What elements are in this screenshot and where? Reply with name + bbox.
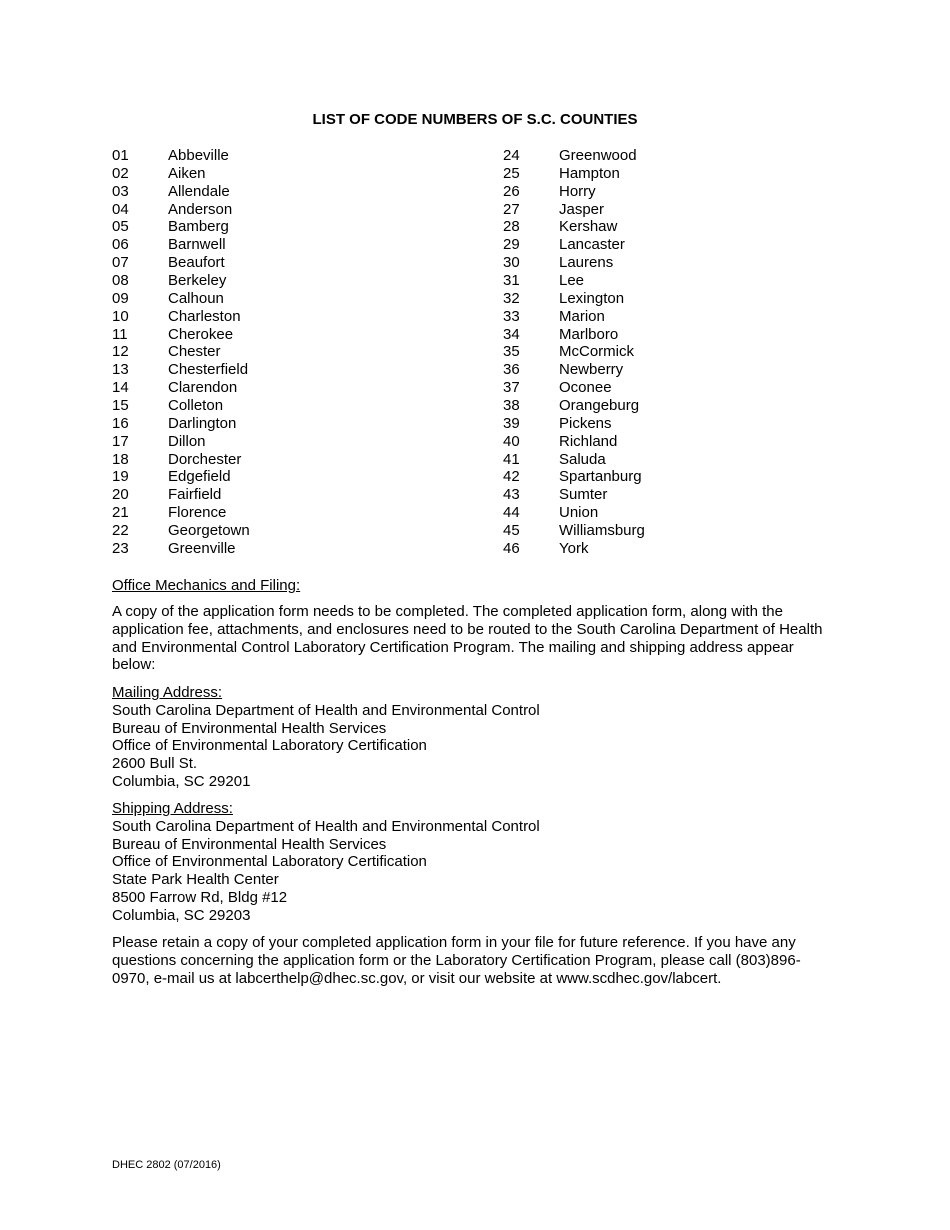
county-name: Georgetown bbox=[168, 522, 250, 540]
county-code: 44 bbox=[503, 504, 520, 522]
county-row bbox=[112, 201, 250, 219]
office-mechanics-heading: Office Mechanics and Filing: bbox=[112, 577, 301, 594]
county-name: Saluda bbox=[559, 450, 606, 468]
county-name: Union bbox=[559, 504, 599, 522]
county-name: Clarendon bbox=[168, 379, 238, 397]
county-name: Williamsburg bbox=[559, 522, 645, 540]
county-code: 05 bbox=[112, 218, 129, 236]
county-code: 46 bbox=[503, 539, 520, 557]
address-line: Bureau of Environmental Health Services bbox=[112, 835, 387, 853]
county-row bbox=[503, 504, 645, 522]
form-code-footer: DHEC 2802 (07/2016) bbox=[112, 1159, 221, 1171]
county-name: Calhoun bbox=[168, 289, 224, 307]
county-name: Greenville bbox=[168, 539, 236, 557]
county-row bbox=[503, 308, 645, 326]
county-name: Jasper bbox=[559, 200, 605, 218]
shipping-address-heading: Shipping Address: bbox=[112, 800, 233, 817]
county-code: 24 bbox=[503, 147, 520, 164]
county-row bbox=[112, 290, 250, 308]
county-name: Richland bbox=[559, 432, 618, 450]
county-name: Dorchester bbox=[168, 450, 242, 468]
county-code: 04 bbox=[112, 200, 129, 218]
county-name: Bamberg bbox=[168, 218, 229, 236]
county-row bbox=[503, 272, 645, 290]
county-name: Cherokee bbox=[168, 325, 234, 343]
county-row bbox=[112, 236, 250, 254]
county-code: 33 bbox=[503, 307, 520, 325]
county-row bbox=[112, 468, 250, 486]
county-code: 37 bbox=[503, 379, 520, 397]
county-row bbox=[503, 540, 645, 558]
county-name: Horry bbox=[559, 182, 596, 200]
county-row bbox=[503, 201, 645, 219]
county-row bbox=[112, 379, 250, 397]
address-line: 2600 Bull St. bbox=[112, 755, 198, 773]
county-code: 27 bbox=[503, 200, 520, 218]
county-name: Colleton bbox=[168, 397, 224, 415]
county-row bbox=[112, 183, 250, 201]
county-row bbox=[112, 540, 250, 558]
county-name: Fairfield bbox=[168, 486, 222, 504]
county-row bbox=[503, 415, 645, 433]
county-code: 02 bbox=[112, 164, 129, 182]
county-row bbox=[503, 379, 645, 397]
county-row bbox=[112, 218, 250, 236]
county-name: Marion bbox=[559, 307, 605, 325]
shipping-address-block bbox=[112, 800, 838, 925]
county-code: 36 bbox=[503, 361, 520, 379]
address-line: 8500 Farrow Rd, Bldg #12 bbox=[112, 888, 288, 906]
county-name: Aiken bbox=[168, 164, 206, 182]
county-row bbox=[503, 147, 645, 165]
address-line: Office of Environmental Laboratory Certification bbox=[112, 737, 427, 755]
county-code: 22 bbox=[112, 522, 129, 540]
county-row bbox=[503, 451, 645, 469]
county-row bbox=[503, 522, 645, 540]
county-code: 14 bbox=[112, 379, 129, 397]
address-line: Columbia, SC 29201 bbox=[112, 772, 251, 790]
county-row bbox=[112, 165, 250, 183]
county-code: 39 bbox=[503, 414, 520, 432]
mailing-address-heading: Mailing Address: bbox=[112, 684, 223, 701]
county-name: Chester bbox=[168, 343, 221, 361]
county-name: York bbox=[559, 539, 589, 557]
county-row bbox=[503, 397, 645, 415]
county-code: 06 bbox=[112, 236, 129, 254]
county-name: Dillon bbox=[168, 432, 206, 450]
county-row bbox=[503, 486, 645, 504]
county-name: Lexington bbox=[559, 289, 625, 307]
address-line: Office of Environmental Laboratory Certification bbox=[112, 853, 427, 871]
address-line: Bureau of Environmental Health Services bbox=[112, 719, 387, 737]
county-code: 17 bbox=[112, 432, 129, 450]
county-row bbox=[112, 254, 250, 272]
county-code: 20 bbox=[112, 486, 129, 504]
county-code: 07 bbox=[112, 254, 129, 272]
county-name: Berkeley bbox=[168, 272, 227, 290]
county-name: Lee bbox=[559, 272, 585, 290]
county-name: Marlboro bbox=[559, 325, 619, 343]
county-name: Allendale bbox=[168, 182, 230, 200]
county-code: 41 bbox=[503, 450, 520, 468]
county-row bbox=[112, 397, 250, 415]
county-row bbox=[112, 433, 250, 451]
county-name: McCormick bbox=[559, 343, 634, 361]
county-row bbox=[503, 326, 645, 344]
closing-paragraph: Please retain a copy of your completed application form in your file for future reference. If you have any questions concerning the application form or the Laboratory Certification Program, please call (803)896-0970, e-mail us at labcerthelp@dhec.sc.gov, or visit our website at www.scdhec.gov/labcert. bbox=[112, 934, 801, 987]
county-row bbox=[503, 433, 645, 451]
county-name: Abbeville bbox=[168, 147, 229, 164]
county-row bbox=[503, 183, 645, 201]
county-row bbox=[503, 361, 645, 379]
county-row bbox=[112, 486, 250, 504]
county-row bbox=[503, 290, 645, 308]
county-row bbox=[503, 218, 645, 236]
county-row bbox=[112, 415, 250, 433]
county-code: 01 bbox=[112, 147, 129, 164]
county-list-left bbox=[112, 147, 250, 558]
county-code: 08 bbox=[112, 272, 129, 290]
address-line: South Carolina Department of Health and Environmental Control bbox=[112, 817, 540, 835]
county-code: 15 bbox=[112, 397, 129, 415]
county-name: Darlington bbox=[168, 414, 237, 432]
county-code: 23 bbox=[112, 539, 129, 557]
county-name: Lancaster bbox=[559, 236, 625, 254]
county-name: Hampton bbox=[559, 164, 620, 182]
county-code: 43 bbox=[503, 486, 520, 504]
county-name: Florence bbox=[168, 504, 227, 522]
county-name: Charleston bbox=[168, 307, 241, 325]
county-row bbox=[112, 308, 250, 326]
county-code: 10 bbox=[112, 307, 129, 325]
office-mechanics-paragraph: A copy of the application form needs to be completed. The completed application form, along with the application fee, attachments, and enclosures need to be routed to the South Carolina Department of Health and Environmental Control Laboratory Certification Program. The mailing and shipping address appear below: bbox=[112, 603, 823, 674]
county-row bbox=[503, 468, 645, 486]
county-name: Laurens bbox=[559, 254, 614, 272]
county-list-right bbox=[503, 147, 645, 558]
county-code: 35 bbox=[503, 343, 520, 361]
page-title: LIST OF CODE NUMBERS OF S.C. COUNTIES bbox=[312, 111, 638, 128]
mailing-address-block bbox=[112, 684, 838, 791]
county-name: Anderson bbox=[168, 200, 233, 218]
county-code: 34 bbox=[503, 325, 520, 343]
county-code: 45 bbox=[503, 522, 520, 540]
county-row bbox=[503, 254, 645, 272]
county-row bbox=[112, 451, 250, 469]
county-code: 21 bbox=[112, 504, 129, 522]
county-name: Orangeburg bbox=[559, 397, 640, 415]
county-row bbox=[112, 504, 250, 522]
county-row bbox=[112, 361, 250, 379]
county-code: 12 bbox=[112, 343, 129, 361]
county-row bbox=[112, 147, 250, 165]
county-name: Sumter bbox=[559, 486, 608, 504]
county-code: 26 bbox=[503, 182, 520, 200]
county-name: Barnwell bbox=[168, 236, 226, 254]
county-code: 40 bbox=[503, 432, 520, 450]
county-name: Greenwood bbox=[559, 147, 637, 164]
county-code: 31 bbox=[503, 272, 520, 290]
county-code: 29 bbox=[503, 236, 520, 254]
county-code: 32 bbox=[503, 289, 520, 307]
county-code: 25 bbox=[503, 164, 520, 182]
county-name: Pickens bbox=[559, 414, 612, 432]
county-row bbox=[503, 343, 645, 361]
county-name: Spartanburg bbox=[559, 468, 642, 486]
county-row bbox=[112, 343, 250, 361]
county-row bbox=[112, 522, 250, 540]
county-name: Oconee bbox=[559, 379, 612, 397]
county-code: 11 bbox=[112, 325, 128, 343]
county-code: 16 bbox=[112, 414, 129, 432]
county-code: 38 bbox=[503, 397, 520, 415]
county-name: Beaufort bbox=[168, 254, 225, 272]
county-code: 28 bbox=[503, 218, 520, 236]
county-code: 42 bbox=[503, 468, 520, 486]
address-line: South Carolina Department of Health and Environmental Control bbox=[112, 701, 540, 719]
county-code: 13 bbox=[112, 361, 129, 379]
county-code: 03 bbox=[112, 182, 129, 200]
address-line: Columbia, SC 29203 bbox=[112, 906, 251, 924]
county-name: Newberry bbox=[559, 361, 624, 379]
county-name: Kershaw bbox=[559, 218, 618, 236]
address-line: State Park Health Center bbox=[112, 871, 279, 889]
county-name: Edgefield bbox=[168, 468, 231, 486]
county-row bbox=[503, 165, 645, 183]
county-row bbox=[112, 272, 250, 290]
county-code: 30 bbox=[503, 254, 520, 272]
county-code: 09 bbox=[112, 289, 129, 307]
county-row bbox=[503, 236, 645, 254]
county-row bbox=[112, 326, 250, 344]
county-code: 18 bbox=[112, 450, 129, 468]
county-code: 19 bbox=[112, 468, 129, 486]
county-name: Chesterfield bbox=[168, 361, 249, 379]
